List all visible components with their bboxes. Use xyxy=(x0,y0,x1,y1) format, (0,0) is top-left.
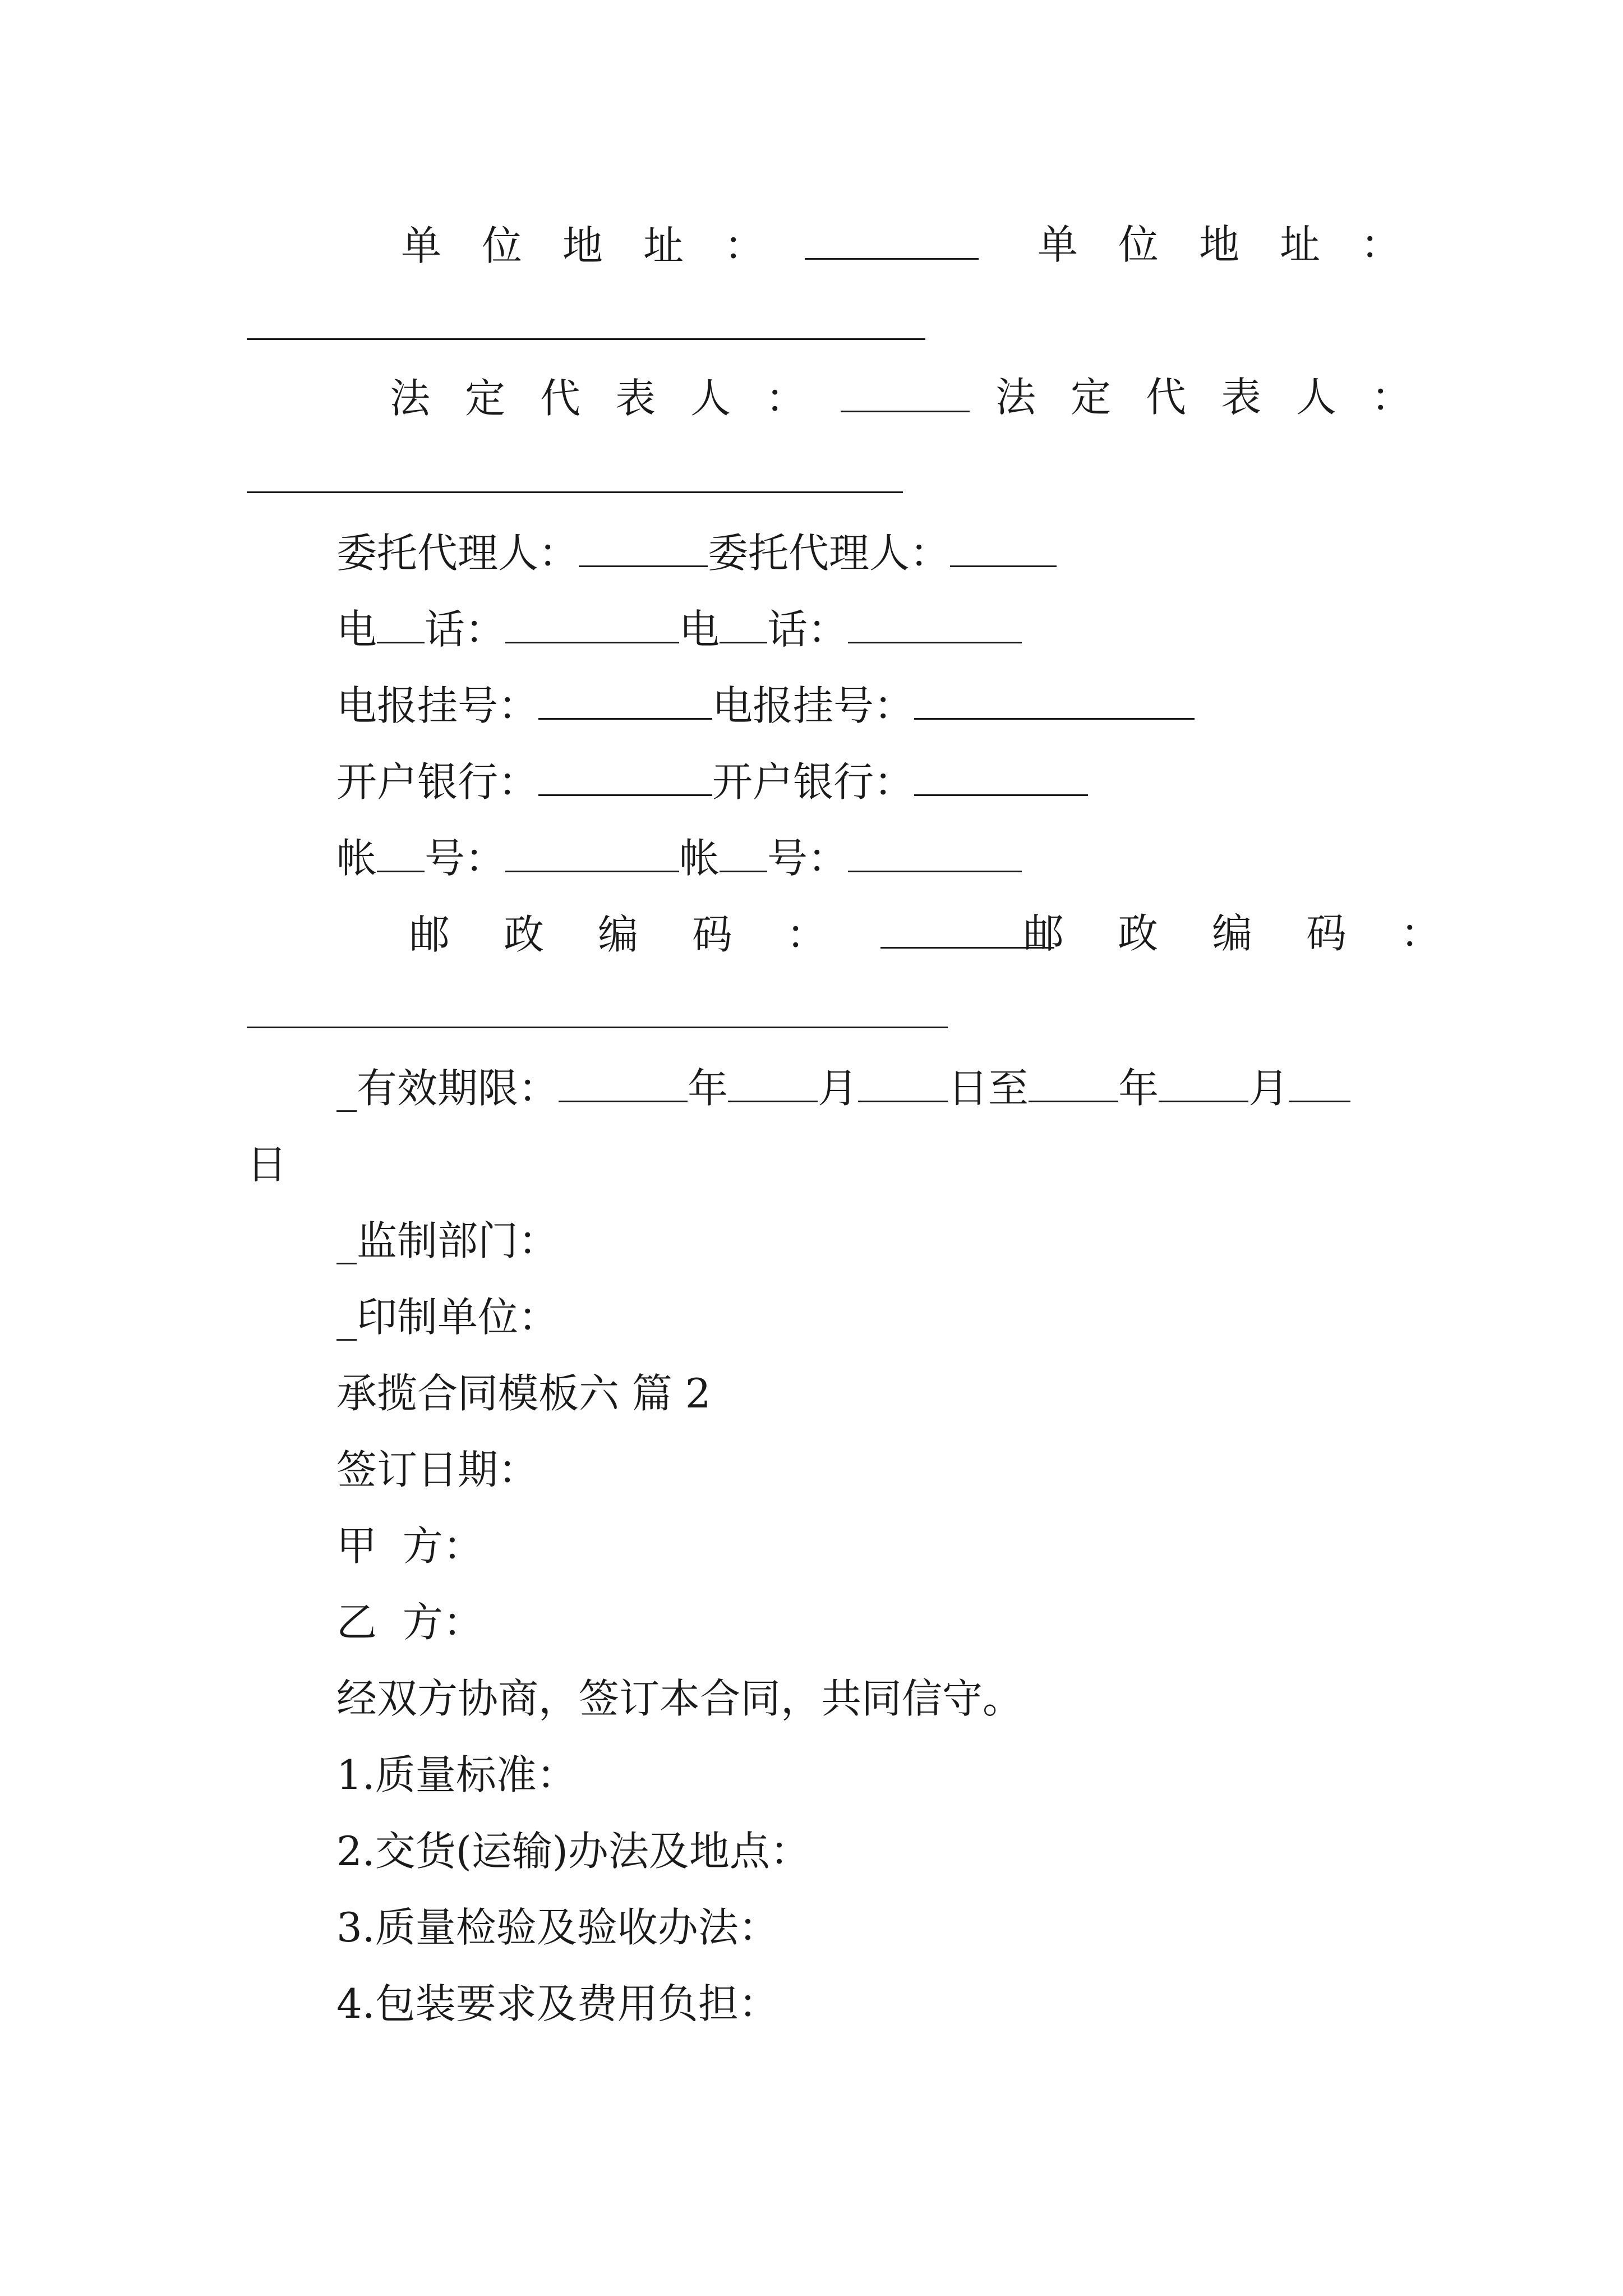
account-blank-b xyxy=(848,837,1022,872)
validity-year-b: 年 xyxy=(1118,1065,1159,1112)
legal-rep-label-b: 法定代表人： xyxy=(995,374,1447,421)
intro-line: 经双方协商，签订本合同，共同信守。 xyxy=(336,1675,1023,1722)
validity-blank-end-month xyxy=(1159,1067,1248,1102)
validity-year-a: 年 xyxy=(688,1065,728,1112)
telegraph-row xyxy=(336,682,1195,729)
legal-rep-blank-b xyxy=(247,491,903,493)
validity-day-to: 日至 xyxy=(948,1065,1029,1112)
phone-gap-b xyxy=(720,608,767,643)
agent-blank-b xyxy=(950,532,1057,567)
postcode-blank-b xyxy=(247,1027,948,1028)
validity-blank-start-day xyxy=(858,1067,948,1102)
phone-label-b2: 话： xyxy=(767,606,849,653)
agent-blank-a xyxy=(579,532,708,567)
unit-address-row-b xyxy=(1038,221,1442,268)
bank-blank-b xyxy=(914,761,1088,796)
account-gap-a xyxy=(377,837,425,872)
account-label-a1: 帐 xyxy=(336,835,377,882)
account-label-b1: 帐 xyxy=(679,835,720,882)
validity-blank-end-day xyxy=(1289,1067,1350,1102)
phone-label-a2: 话： xyxy=(425,606,506,653)
clause-item: 1.质量标准： xyxy=(336,1751,577,1798)
postcode-label-a: 邮政编码： xyxy=(409,911,881,958)
party-b-line: 乙 方： xyxy=(336,1599,483,1646)
bank-label-b: 开户银行： xyxy=(712,758,915,806)
supervisor-line: _监制部门： xyxy=(336,1217,559,1264)
legal-rep-row xyxy=(390,375,970,422)
agent-label-b: 委托代理人： xyxy=(708,530,951,577)
validity-blank-end-year xyxy=(1029,1067,1118,1102)
phone-blank-b xyxy=(848,608,1022,643)
validity-month-b: 月 xyxy=(1248,1065,1289,1112)
validity-blank-start-month xyxy=(728,1067,818,1102)
unit-address-label-a: 单位地址： xyxy=(401,222,805,269)
telegraph-blank-a xyxy=(538,684,712,720)
phone-label-a1: 电 xyxy=(336,606,377,653)
section-title: 承揽合同模板六 篇 2 xyxy=(336,1370,711,1417)
legal-rep-blank-a xyxy=(841,377,970,412)
phone-blank-a xyxy=(505,608,679,643)
postcode-label-b: 邮政编码： xyxy=(1023,910,1495,957)
unit-address-row xyxy=(401,222,979,269)
legal-rep-row-b xyxy=(995,374,1447,421)
unit-address-label-b: 单位地址： xyxy=(1038,221,1442,268)
phone-gap-a xyxy=(377,608,425,643)
validity-day: 日 xyxy=(247,1141,288,1188)
telegraph-label-a: 电报挂号： xyxy=(336,682,539,729)
telegraph-blank-b xyxy=(914,684,1195,720)
phone-label-b1: 电 xyxy=(679,606,720,653)
agent-label-a: 委托代理人： xyxy=(336,530,579,577)
sign-date-line: 签订日期： xyxy=(336,1446,539,1493)
account-label-b2: 号： xyxy=(767,835,849,882)
clause-item: 4.包装要求及费用负担： xyxy=(336,1980,779,2027)
party-a-line: 甲 方： xyxy=(336,1522,483,1570)
unit-address-blank-b xyxy=(247,338,925,340)
telegraph-label-b: 电报挂号： xyxy=(712,682,915,729)
account-gap-b xyxy=(720,837,767,872)
validity-month-a: 月 xyxy=(818,1065,859,1112)
printer-line: _印制单位： xyxy=(336,1294,559,1341)
validity-blank-start-year xyxy=(559,1067,688,1102)
legal-rep-label-a: 法定代表人： xyxy=(390,375,841,422)
account-row xyxy=(336,835,1022,882)
account-blank-a xyxy=(505,837,679,872)
postcode-row xyxy=(409,911,1054,958)
bank-blank-a xyxy=(538,761,712,796)
unit-address-blank-a xyxy=(805,224,979,260)
agent-row xyxy=(336,530,1057,577)
clause-item: 3.质量检验及验收办法： xyxy=(336,1904,779,1951)
validity-row xyxy=(336,1065,1350,1112)
account-label-a2: 号： xyxy=(425,835,506,882)
postcode-row-b xyxy=(1023,910,1495,957)
clause-item: 2.交货(运输)办法及地点： xyxy=(336,1828,810,1875)
bank-row xyxy=(336,758,1088,806)
validity-label: _有效期限： xyxy=(336,1065,559,1112)
bank-label-a: 开户银行： xyxy=(336,758,539,806)
phone-row xyxy=(336,606,1022,653)
